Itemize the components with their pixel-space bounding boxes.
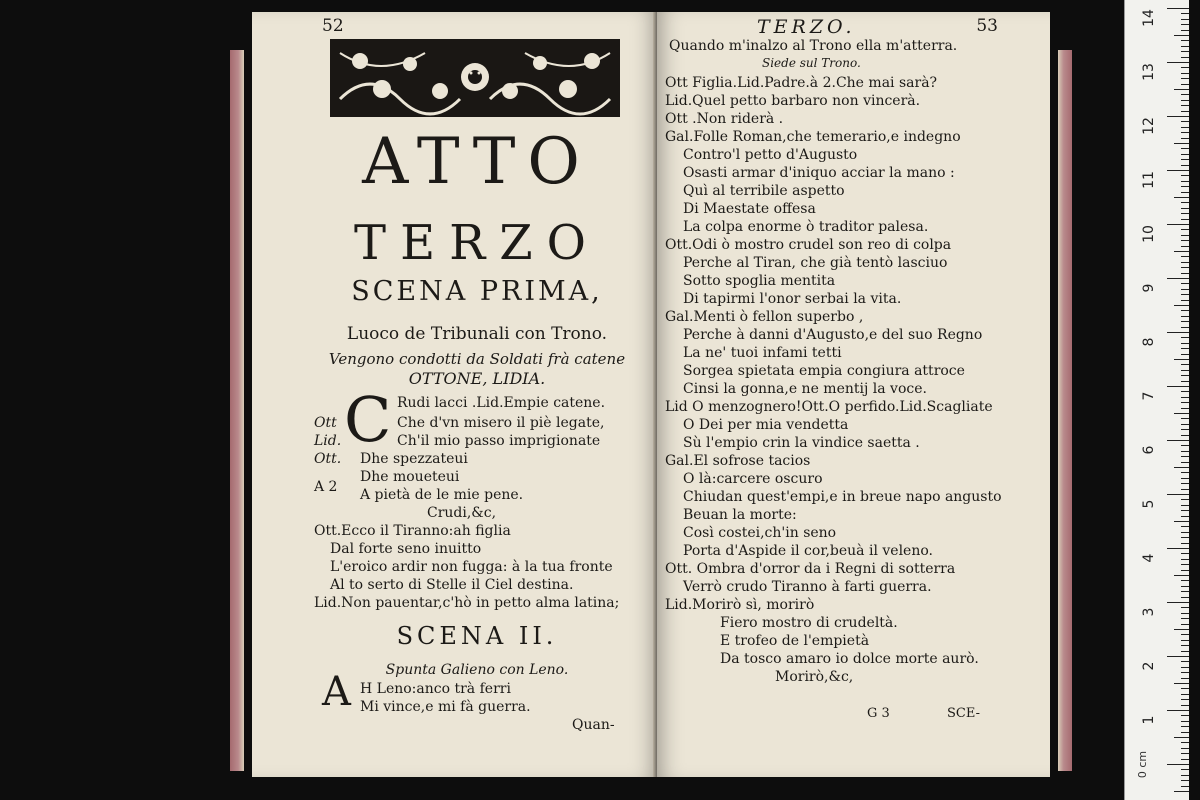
ruler-tick	[1181, 310, 1189, 311]
ruler-tick	[1181, 597, 1189, 598]
ruler-tick	[1181, 289, 1189, 290]
verse-line: Lid O menzognero!Ott.O perfido.Lid.Scagliate	[665, 399, 993, 415]
ruler-tick	[1181, 246, 1189, 247]
ruler-tick	[1181, 732, 1189, 733]
ruler-number: 1	[1141, 715, 1157, 725]
ruler-tick	[1181, 208, 1189, 209]
ruler-tick	[1181, 181, 1189, 182]
scene-two-title: SCENA II.	[396, 622, 558, 650]
scene-one-title: SCENA PRIMA,	[351, 276, 603, 307]
ruler-tick	[1167, 764, 1189, 765]
ruler-tick	[1181, 624, 1189, 625]
ruler-tick	[1181, 489, 1189, 490]
ruler-tick	[1181, 84, 1189, 85]
ruler-tick	[1181, 667, 1189, 668]
catchword: SCE-	[947, 706, 980, 721]
ruler-tick	[1167, 224, 1189, 225]
ruler-tick	[1181, 316, 1189, 317]
ruler-tick	[1181, 478, 1189, 479]
verse-line: Sotto spoglia mentita	[683, 273, 836, 289]
ruler-tick	[1181, 78, 1189, 79]
ruler-tick	[1181, 148, 1189, 149]
ruler-tick	[1181, 483, 1189, 484]
drop-capital: C	[344, 383, 392, 456]
ruler-tick	[1181, 424, 1189, 425]
ruler-tick	[1181, 640, 1189, 641]
verse-line: Ch'il mio passo imprigionate	[397, 433, 601, 449]
ruler-tick	[1181, 429, 1189, 430]
ruler-tick	[1181, 580, 1189, 581]
ruler-tick	[1181, 537, 1189, 538]
ruler-tick	[1181, 51, 1189, 52]
ruler-tick	[1181, 30, 1189, 31]
ruler-tick	[1181, 408, 1189, 409]
ruler-tick	[1181, 591, 1189, 592]
signature-mark: G 3	[867, 706, 890, 721]
ruler-tick	[1181, 510, 1189, 511]
verse-line: Chiudan quest'empi,e in breue napo angusto	[683, 489, 1002, 505]
ruler-tick	[1181, 634, 1189, 635]
ruler-tick	[1181, 721, 1189, 722]
ruler-tick	[1181, 235, 1189, 236]
ruler-tick	[1181, 699, 1189, 700]
right-page	[657, 12, 1050, 777]
ruler-tick	[1174, 305, 1189, 306]
verse-line: Quando m'inalzo al Trono ella m'atterra.	[669, 38, 958, 54]
verse-line: Così costei,ch'in seno	[683, 525, 837, 541]
ruler-tick	[1181, 348, 1189, 349]
verse-line: Da tosco amaro io dolce morte aurò.	[720, 651, 979, 667]
ruler-tick	[1181, 543, 1189, 544]
ruler-tick	[1181, 370, 1189, 371]
ruler-tick	[1167, 386, 1189, 387]
verse-line: Morirò,&c,	[775, 669, 854, 685]
ruler-tick	[1181, 769, 1189, 770]
verse-line: Ott .Non riderà .	[665, 111, 784, 127]
ruler-tick	[1181, 46, 1189, 47]
ruler-tick	[1167, 170, 1189, 171]
ruler-tick	[1181, 753, 1189, 754]
ruler-number: 3	[1141, 607, 1157, 617]
left-page-number: 52	[322, 16, 344, 36]
verse-line: Che d'vn misero il piè legate,	[397, 415, 605, 431]
ruler-tick	[1181, 402, 1189, 403]
ruler-tick	[1174, 521, 1189, 522]
ruler-tick	[1181, 705, 1189, 706]
ruler-tick	[1174, 89, 1189, 90]
verse-line: La ne' tuoi infami tetti	[683, 345, 842, 361]
ruler-tick	[1181, 262, 1189, 263]
ruler-tick	[1181, 661, 1189, 662]
verse-line: Sù l'empio crin la vindice saetta .	[683, 435, 920, 451]
ruler-tick	[1167, 116, 1189, 117]
ruler-tick	[1181, 165, 1189, 166]
ruler-number: 11	[1141, 171, 1157, 189]
stage-direction: Siede sul Trono.	[762, 56, 861, 70]
ruler-tick	[1181, 94, 1189, 95]
verse-line: E trofeo de l'empietà	[720, 633, 870, 649]
ruler-tick	[1181, 786, 1189, 787]
ruler-tick	[1181, 607, 1189, 608]
ruler-tick	[1181, 219, 1189, 220]
open-book	[240, 12, 1060, 777]
ruler-tick	[1181, 672, 1189, 673]
ruler-tick	[1181, 553, 1189, 554]
ruler-tick	[1181, 229, 1189, 230]
ruler-tick	[1181, 651, 1189, 652]
woodcut-ornament-headpiece	[330, 39, 620, 117]
verse-line: Cinsi la gonna,e ne mentij la voce.	[683, 381, 927, 397]
verse-line: Fiero mostro di crudeltà.	[720, 615, 898, 631]
ruler-tick	[1181, 570, 1189, 571]
ruler-tick	[1181, 343, 1189, 344]
verse-line: Lid.Morirò sì, morirò	[665, 597, 815, 613]
ruler-tick	[1181, 159, 1189, 160]
verse-line: H Leno:anco trà ferri	[360, 681, 511, 697]
ruler-tick	[1181, 40, 1189, 41]
ruler-number: 5	[1141, 499, 1157, 509]
verse-line: Al to serto di Stelle il Ciel destina.	[330, 577, 574, 593]
ruler-tick	[1181, 397, 1189, 398]
ruler-tick	[1181, 472, 1189, 473]
ruler-tick	[1181, 111, 1189, 112]
scene-two-direction: Spunta Galieno con Leno.	[385, 662, 569, 678]
act-number: TERZO	[354, 215, 600, 271]
ruler-tick	[1181, 586, 1189, 587]
verse-line: Rudi lacci .Lid.Empie catene.	[397, 395, 606, 411]
ruler-tick	[1181, 132, 1189, 133]
characters-line: OTTONE, LIDIA.	[408, 369, 546, 388]
verse-line: Di Maestate offesa	[683, 201, 816, 217]
ruler-tick	[1181, 202, 1189, 203]
verse-line: La colpa enorme ò traditor palesa.	[683, 219, 929, 235]
speaker-label: A 2	[314, 479, 338, 495]
ruler-tick	[1181, 267, 1189, 268]
ruler-number: 12	[1141, 117, 1157, 135]
ruler-tick	[1174, 413, 1189, 414]
verse-line: Mi vince,e mi fà guerra.	[360, 699, 531, 715]
ruler-tick	[1167, 494, 1189, 495]
speaker-label: Lid.	[314, 433, 342, 449]
ruler-number: 10	[1141, 225, 1157, 243]
verse-line: Contro'l petto d'Augusto	[683, 147, 858, 163]
ruler-tick	[1167, 440, 1189, 441]
verse-line: Dal forte seno inuitto	[330, 541, 482, 557]
book-edge-right	[1058, 50, 1072, 771]
measurement-ruler	[1124, 0, 1189, 800]
speaker-label: Ott.	[314, 451, 342, 467]
ruler-tick	[1174, 737, 1189, 738]
ruler-tick	[1181, 726, 1189, 727]
ruler-number: 9	[1141, 283, 1157, 293]
ruler-tick	[1181, 327, 1189, 328]
ruler-tick	[1181, 24, 1189, 25]
ruler-tick	[1174, 35, 1189, 36]
ruler-tick	[1167, 602, 1189, 603]
ruler-tick	[1181, 13, 1189, 14]
ruler-tick	[1181, 418, 1189, 419]
ruler-tick	[1181, 742, 1189, 743]
ruler-tick	[1181, 526, 1189, 527]
ruler-tick	[1181, 456, 1189, 457]
ruler-tick	[1181, 516, 1189, 517]
ruler-tick	[1181, 505, 1189, 506]
verse-line: Gal.El sofrose tacios	[665, 453, 811, 469]
ruler-number: 4	[1141, 553, 1157, 563]
ruler-zero-label: 0 cm	[1136, 750, 1150, 779]
ruler-tick	[1174, 683, 1189, 684]
ruler-tick	[1181, 499, 1189, 500]
ruler-tick	[1181, 775, 1189, 776]
ruler-tick	[1181, 240, 1189, 241]
ruler-tick	[1181, 715, 1189, 716]
ruler-tick	[1181, 462, 1189, 463]
verse-line: Gal.Folle Roman,che temerario,e indegno	[665, 129, 961, 145]
ruler-number: 7	[1141, 391, 1157, 401]
ruler-tick	[1181, 759, 1189, 760]
ruler-tick	[1181, 138, 1189, 139]
ruler-tick	[1181, 694, 1189, 695]
ruler-tick	[1174, 791, 1189, 792]
ruler-tick	[1167, 278, 1189, 279]
ruler-tick	[1181, 532, 1189, 533]
ruler-tick	[1181, 618, 1189, 619]
ruler-tick	[1181, 100, 1189, 101]
verse-line: L'eroico ardir non fugga: à la tua fronte	[330, 559, 613, 575]
ruler-tick	[1181, 559, 1189, 560]
verse-line: A pietà de le mie pene.	[360, 487, 524, 503]
ruler-tick	[1174, 143, 1189, 144]
ruler-tick	[1167, 710, 1189, 711]
ruler-tick	[1181, 678, 1189, 679]
ruler-tick	[1167, 548, 1189, 549]
ruler-tick	[1181, 688, 1189, 689]
act-title: ATTO	[362, 125, 592, 199]
ruler-tick	[1181, 381, 1189, 382]
drop-capital-2: A	[322, 669, 351, 715]
verse-line: Perche à danni d'Augusto,e del suo Regno	[683, 327, 983, 343]
ruler-tick	[1181, 57, 1189, 58]
ruler-tick	[1167, 332, 1189, 333]
ruler-tick	[1181, 283, 1189, 284]
ruler-tick	[1174, 251, 1189, 252]
ruler-tick	[1181, 19, 1189, 20]
verse-line: Lid.Non pauentar,c'hò in petto alma latina;	[314, 595, 620, 611]
ruler-tick	[1181, 364, 1189, 365]
verse-line: Di tapirmi l'onor serbai la vita.	[683, 291, 902, 307]
ruler-tick	[1181, 273, 1189, 274]
ruler-tick	[1174, 629, 1189, 630]
verse-line: Dhe spezzateui	[360, 451, 468, 467]
ruler-tick	[1181, 192, 1189, 193]
ruler-tick	[1174, 359, 1189, 360]
ruler-tick	[1167, 656, 1189, 657]
ruler-tick	[1181, 105, 1189, 106]
ruler-tick	[1181, 564, 1189, 565]
verse-line: O Dei per mia vendetta	[683, 417, 849, 433]
verse-line: Ott.Ecco il Tiranno:ah figlia	[314, 523, 511, 539]
ruler-tick	[1181, 445, 1189, 446]
catchword: Quan-	[572, 717, 615, 733]
verse-line: Verrò crudo Tiranno à farti guerra.	[683, 579, 932, 595]
ruler-tick	[1181, 613, 1189, 614]
ruler-tick	[1181, 154, 1189, 155]
speaker-label: Ott	[314, 415, 337, 431]
ruler-tick	[1181, 354, 1189, 355]
verse-line: Ott. Ombra d'orror da i Regni di sotterra	[665, 561, 956, 577]
verse-line: Osasti armar d'iniquo acciar la mano :	[683, 165, 955, 181]
ruler-tick	[1174, 467, 1189, 468]
verse-line: Quì al terribile aspetto	[683, 183, 845, 199]
ruler-tick	[1181, 213, 1189, 214]
ruler-tick	[1181, 645, 1189, 646]
right-page-number: 53	[976, 16, 998, 36]
ruler-tick	[1174, 197, 1189, 198]
ruler-tick	[1181, 435, 1189, 436]
verse-line: O là:carcere oscuro	[683, 471, 823, 487]
ruler-number: 14	[1141, 9, 1157, 27]
ruler-number: 13	[1141, 63, 1157, 81]
left-page	[252, 12, 657, 777]
ruler-tick	[1181, 67, 1189, 68]
verse-line: Porta d'Aspide il cor,beuà il veleno.	[683, 543, 933, 559]
ruler-number: 6	[1141, 445, 1157, 455]
ruler-tick	[1181, 748, 1189, 749]
ruler-tick	[1181, 337, 1189, 338]
ruler-tick	[1181, 321, 1189, 322]
book-edge-left	[230, 50, 244, 771]
stage-direction: Vengono condotti da Soldati frà catene	[328, 350, 626, 368]
ruler-tick	[1181, 391, 1189, 392]
verse-line: Beuan la morte:	[683, 507, 797, 523]
ruler-tick	[1181, 256, 1189, 257]
ruler-tick	[1181, 175, 1189, 176]
verse-line: Sorgea spietata empia congiura attroce	[683, 363, 965, 379]
verse-line: Ott Figlia.Lid.Padre.à 2.Che mai sarà?	[665, 75, 938, 91]
running-head: TERZO.	[757, 16, 856, 38]
ruler-tick	[1181, 375, 1189, 376]
ruler-tick	[1181, 121, 1189, 122]
ruler-tick	[1181, 186, 1189, 187]
ruler-tick	[1181, 73, 1189, 74]
ruler-tick	[1167, 62, 1189, 63]
ruler-number: 2	[1141, 661, 1157, 671]
ruler-tick	[1181, 294, 1189, 295]
ruler-tick	[1181, 780, 1189, 781]
verse-line: Lid.Quel petto barbaro non vincerà.	[665, 93, 921, 109]
verse-line: Perche al Tiran, che già tentò lasciuo	[683, 255, 948, 271]
ruler-tick	[1181, 451, 1189, 452]
setting-line: Luoco de Tribunali con Trono.	[346, 324, 608, 344]
ruler-tick	[1181, 127, 1189, 128]
ruler-number: 8	[1141, 337, 1157, 347]
verse-line: Dhe moueteui	[360, 469, 460, 485]
verse-line: Gal.Menti ò fellon superbo ,	[665, 309, 864, 325]
ruler-tick	[1181, 300, 1189, 301]
ruler-tick	[1174, 575, 1189, 576]
verse-line: Ott.Odi ò mostro crudel son reo di colpa	[665, 237, 952, 253]
verse-line: Crudi,&c,	[427, 505, 497, 521]
ruler-tick	[1167, 8, 1189, 9]
